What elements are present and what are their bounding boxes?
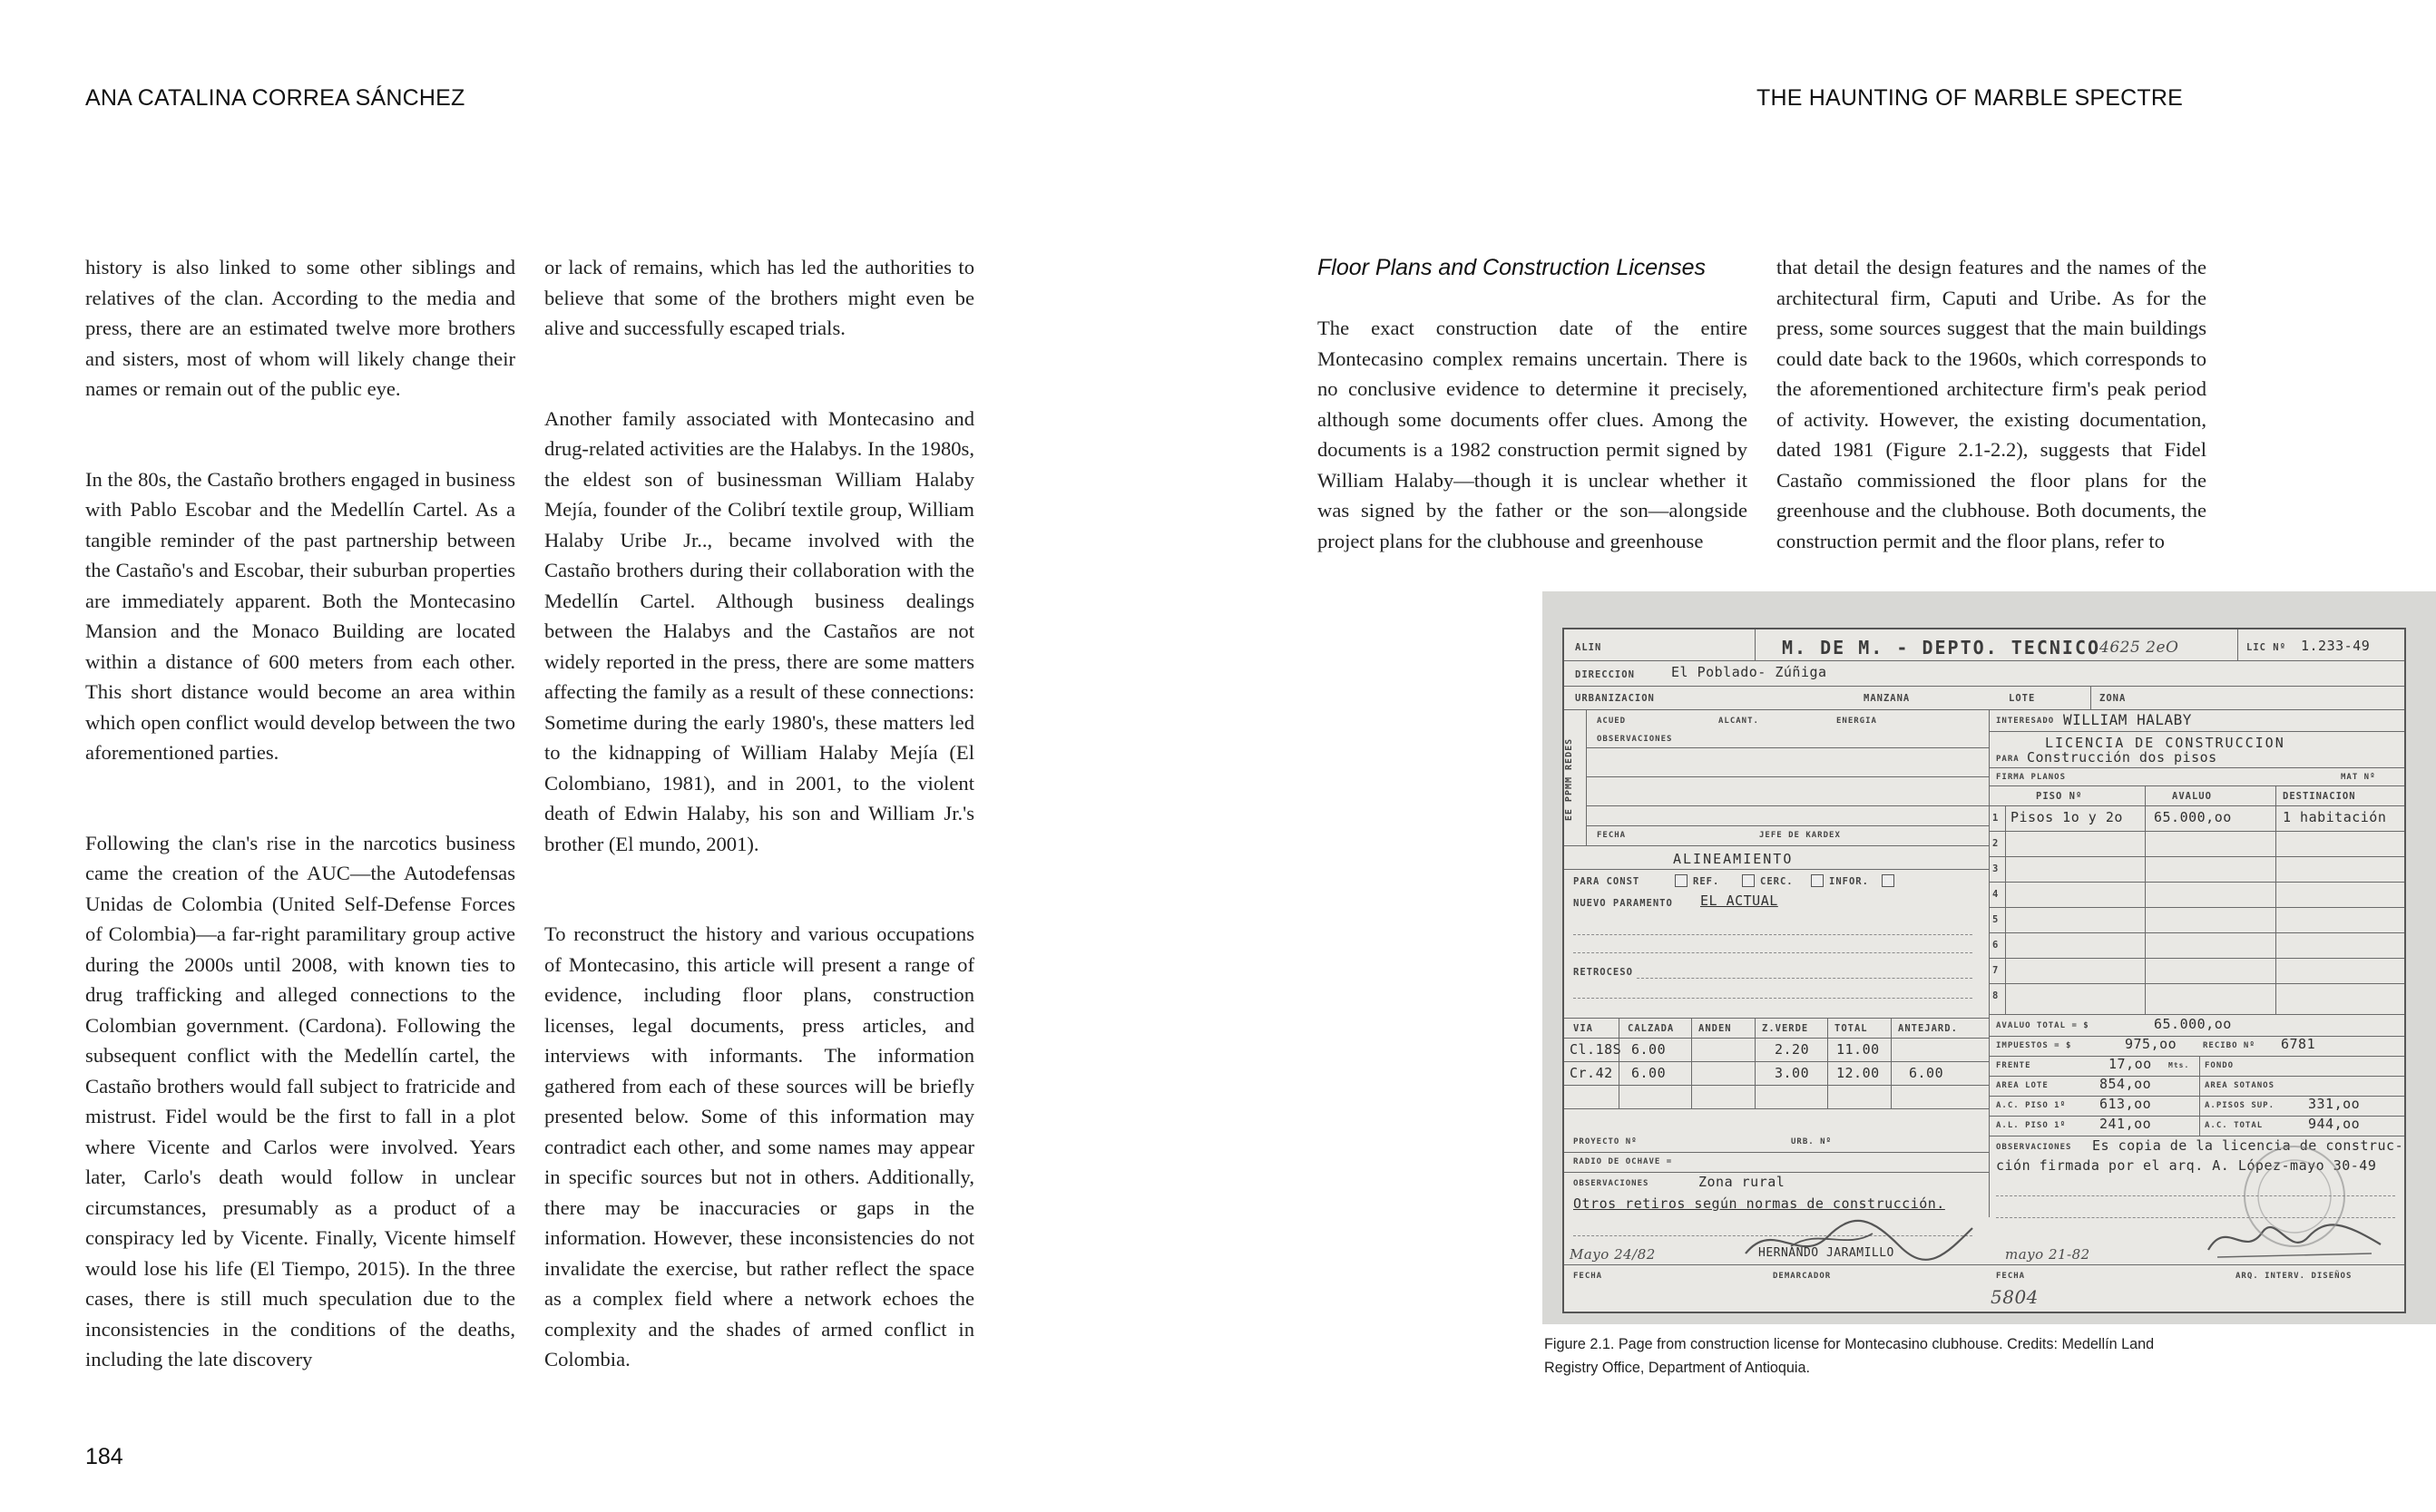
via-table-header: ANTEJARD. [1898,1023,1958,1034]
floor-table-header: DESTINACION [2283,791,2356,802]
paragraph: The exact construction date of the entire Montecasino complex remains uncertain. There is no conclusive evidence to determine it precisely, although some documents offer clues. Among the documents is a 1982 construction permit signed by William Halaby—though it is unclear whether it was signed by the father or the son—alongside project plans for the clubhouse and greenhouse [1317,317,1747,552]
form-label: INFOR. [1829,876,1869,887]
construction-license-scan [1542,591,2436,1324]
paragraph: Another family associated with Montecasino and drug-related activities are the Halabys. In the 1980s, the eldest son of businessman William Halaby Mejía, founder of the Colibrí textile group, William Halaby Uribe Jr.., became involved with the Castaño brothers during their collaboration with the Medellín Cartel. Although business dealings between the Halabys and the Castaños are not widely reported in the press, there are some matters affecting the family as a result of these connections: Sometime during the early 1980's, these matters led to the kidnapping of William Halaby Mejía (El Colombiano, 1981), and in 2001, to the violent death of Edwin Halaby, his son and William Jr.'s brother (El mundo, 2001). [544,406,974,855]
checkbox-infor [1882,874,1894,887]
via-table-header: VIA [1573,1023,1593,1034]
official-stamp-icon [2226,1137,2363,1255]
floor-table-cell: 65.000,oo [2154,809,2232,825]
row-number: 7 [1992,965,2000,976]
checkbox-const [1675,874,1688,887]
section-heading: Floor Plans and Construction Licenses [1317,255,1707,280]
upper-floors-area: 331,oo [2308,1096,2361,1112]
checkbox-cerc [1811,874,1824,887]
tax-value: 975,oo [2125,1036,2177,1052]
row-number: 3 [1992,863,2000,874]
floor-table-cell: Pisos 1o y 2o [2010,809,2123,825]
form-label: FONDO [2205,1061,2235,1070]
form-label: PARA CONST [1573,876,1640,887]
right-page-column-1 [1317,252,1747,556]
form-label: ZONA [2099,693,2127,704]
row-number: 1 [1992,813,2000,824]
form-label: DEMARCADOR [1773,1272,1832,1281]
paragraph: To reconstruct the history and various occupations of Montecasino, this article will present a range of evidence, including floor plans, construction licenses, legal documents, press articles, and interviews with informants. The information gathered from each of these sources will be briefly presented below. Some of this information may contradict each other, and some names may appear in specific sources but not in others. Additionally, there may be inaccuracies or gaps in the information. However, these inconsistencies do not invalidate the exercise, but rather reflect the space as a complex field where a network echoes the complexity and the shades of armed conflict in Colombia. [544,922,974,1371]
left-page-column-2 [544,252,974,1375]
right-page [1134,0,2404,1512]
form-label: OBSERVACIONES [1573,1179,1649,1188]
license-purpose: Construcción dos pisos [2027,749,2217,766]
free-area-floor1: 241,oo [2099,1116,2152,1132]
form-office-title: M. DE M. - DEPTO. TECNICO [1782,637,2101,658]
units-label: Mts. [2168,1061,2190,1069]
row-number: 6 [1992,940,2000,951]
license-form [1562,628,2406,1313]
via-table-cell: 6.00 [1631,1041,1667,1058]
form-label: ACUED [1597,717,1627,726]
form-label: ALIN [1575,642,1602,653]
form-label: IMPUESTOS = $ [1996,1041,2072,1050]
form-label: AREA LOTE [1996,1081,2049,1090]
form-label: A.PISOS SUP. [2205,1101,2275,1110]
left-page [0,0,1134,1512]
running-head-title: THE HAUNTING OF MARBLE SPECTRE [1756,85,2183,111]
via-table-cell: 3.00 [1775,1065,1810,1081]
observation-note: Otros retiros según normas de construcción. [1573,1195,1945,1212]
date-right: mayo 21-82 [2005,1246,2090,1263]
form-label: A.C. TOTAL [2205,1121,2264,1130]
built-area-floor1: 613,oo [2099,1096,2152,1112]
via-table-cell: 6.00 [1631,1065,1667,1081]
form-label: FRENTE [1996,1061,2031,1070]
applicant-name: WILLIAM HALABY [2063,711,2192,728]
form-label: LIC Nº [2246,642,2286,653]
form-label: MANZANA [1864,693,1911,704]
form-label: JEFE DE KARDEX [1759,831,1841,840]
via-table-header: Z.VERDE [1762,1023,1809,1034]
form-label: OBSERVACIONES [1996,1143,2072,1152]
form-label: FECHA [1996,1272,2026,1281]
via-table-cell: 12.00 [1836,1065,1880,1081]
paragraph: Following the clan's rise in the narcotics business came the creation of the AUC—the Autodefensas Unidas de Colombia (United Self-Defense Forces of Colombia)—a far-right paramilitary group active during the 2000s until 2008, with known ties to drug trafficking and alleged connections to the Colombian government. (Cardona). Following the subsequent conflict with the Medellín cartel, the Castaño brothers would fall subject to fratricide and mistrust. Fidel would be the first to fall in a plot where Vicente and Carlos were involved. Years later, Carlo's death would follow in unclear circumstances, presumably as a product of a conspiracy led by Vicente. Finally, Vicente himself would lose his life (El Tiempo, 2015). In the three cases, there is still much speculation due to the inconsistencies in the conditions of the deaths, including the late discovery [85,831,515,1371]
floor-table-cell: 1 habitación [2283,809,2387,825]
form-label: RECIBO Nº [2203,1041,2255,1050]
address-value: El Poblado- Zúñiga [1671,664,1827,680]
form-label: PARA [1996,755,2020,764]
form-label: REF. [1693,876,1720,887]
form-label: ALCANT. [1718,717,1759,726]
right-page-column-2 [1776,252,2206,556]
form-label: INTERESADO [1996,717,2055,726]
form-label: AREA SOTANOS [2205,1081,2275,1090]
paragraph: or lack of remains, which has led the authorities to believe that some of the brothers might even be alive and successfully escaped trials. [544,256,974,339]
form-label: NUEVO PARAMENTO [1573,898,1673,909]
floor-table-header: PISO Nº [2036,791,2083,802]
receipt-number: 6781 [2281,1036,2316,1052]
floor-table-header: AVALUO [2172,791,2212,802]
stamp-number: 5804 [1991,1286,2039,1308]
running-head-author: ANA CATALINA CORREA SÁNCHEZ [85,85,465,111]
row-number: 2 [1992,838,2000,849]
via-table-cell: Cr.42 [1570,1065,1613,1081]
via-table-cell: 6.00 [1909,1065,1944,1081]
form-label: AVALUO TOTAL = $ [1996,1021,2089,1030]
via-table-cell: 2.20 [1775,1041,1810,1058]
page-number: 184 [85,1444,123,1469]
row-number: 5 [1992,914,2000,925]
form-label: FECHA [1597,831,1627,840]
license-number: 1.233-49 [2301,638,2371,654]
via-table-cell: 11.00 [1836,1041,1880,1058]
observation-value: Zona rural [1698,1174,1785,1190]
form-label: OBSERVACIONES [1597,735,1673,744]
form-label: RADIO DE OCHAVE = [1573,1157,1673,1166]
form-label: FECHA [1573,1272,1603,1281]
form-label: DIRECCION [1575,669,1635,680]
frontage-value: 17,oo [2108,1056,2152,1072]
via-table-cell: Cl.18S [1570,1041,1622,1058]
form-label: ENERGIA [1836,717,1877,726]
paragraph: that detail the design features and the names of the architectural firm, Caputi and Uribe. As for the press, some sources suggest that the main buildings could date back to the 1960s, which corresponds to the aforementioned architecture firm's peak period of activity. However, the existing documentation, dated 1981 (Figure 2.1-2.2), suggests that Fidel Castaño commissioned the floor plans for the greenhouse and the clubhouse. Both documents, the construction permit and the floor plans, refer to [1776,256,2206,552]
left-page-column-1 [85,252,515,1375]
form-label: CERC. [1760,876,1794,887]
form-label: PROYECTO Nº [1573,1137,1638,1146]
lot-area-value: 854,oo [2099,1076,2152,1092]
form-label: URBANIZACION [1575,693,1655,704]
total-built-area: 944,oo [2308,1116,2361,1132]
observation-note: Es copia de la licencia de construc- [2092,1137,2404,1154]
via-table-header: CALZADA [1628,1023,1675,1034]
form-label: FIRMA PLANOS [1996,773,2067,782]
form-label: ARQ. INTERV. DISEÑOS [2235,1272,2353,1281]
paragraph: In the 80s, the Castaño brothers engaged in business with Pablo Escobar and the Medellín Cartel. As a tangible reminder of the past partnership between the Castaño's and Escobar, their suburban properties are immediately apparent. Both the Montecasino Mansion and the Monaco Building are located within a distance of 600 meters from each other. This short distance would become an area within which open conflict would develop between the two aforementioned parties. [85,467,515,764]
form-label: A.C. PISO 1º [1996,1101,2067,1110]
checkbox-ref [1742,874,1755,887]
via-table-header: ANDEN [1698,1023,1732,1034]
new-setback-value: EL ACTUAL [1700,893,1778,909]
redes-label: EE PPMM REDES [1564,737,1575,822]
observation-note: ción firmada por el arq. A. López-mayo 30-49 [1996,1157,2377,1174]
row-number: 4 [1992,889,2000,900]
form-label: MAT Nº [2341,773,2376,782]
demarcator-name: HERNANDO JARAMILLO [1758,1246,1894,1260]
form-handwritten-code: 4625 2eO [2099,639,2179,657]
license-title: LICENCIA DE CONSTRUCCION [2045,735,2285,751]
paragraph: history is also linked to some other siblings and relatives of the clan. According to the media and press, there are an estimated twelve more brothers and sisters, most of whom will likely change their names or remain out of the public eye. [85,256,515,400]
figure-caption: Figure 2.1. Page from construction license for Montecasino clubhouse. Credits: Medellín Land Registry Office, Department of Antioquia. [1544,1336,2155,1376]
form-label: RETROCESO [1573,967,1633,978]
demarcator-signature-icon [1737,1210,1991,1264]
total-valuation: 65.000,oo [2154,1016,2232,1032]
row-number: 8 [1992,990,2000,1001]
alignment-title: ALINEAMIENTO [1673,851,1794,867]
form-label: URB. Nº [1791,1137,1832,1146]
via-table-header: TOTAL [1834,1023,1868,1034]
form-label: LOTE [2009,693,2036,704]
date-left: Mayo 24/82 [1570,1246,1656,1263]
form-label: A.L. PISO 1º [1996,1121,2067,1130]
